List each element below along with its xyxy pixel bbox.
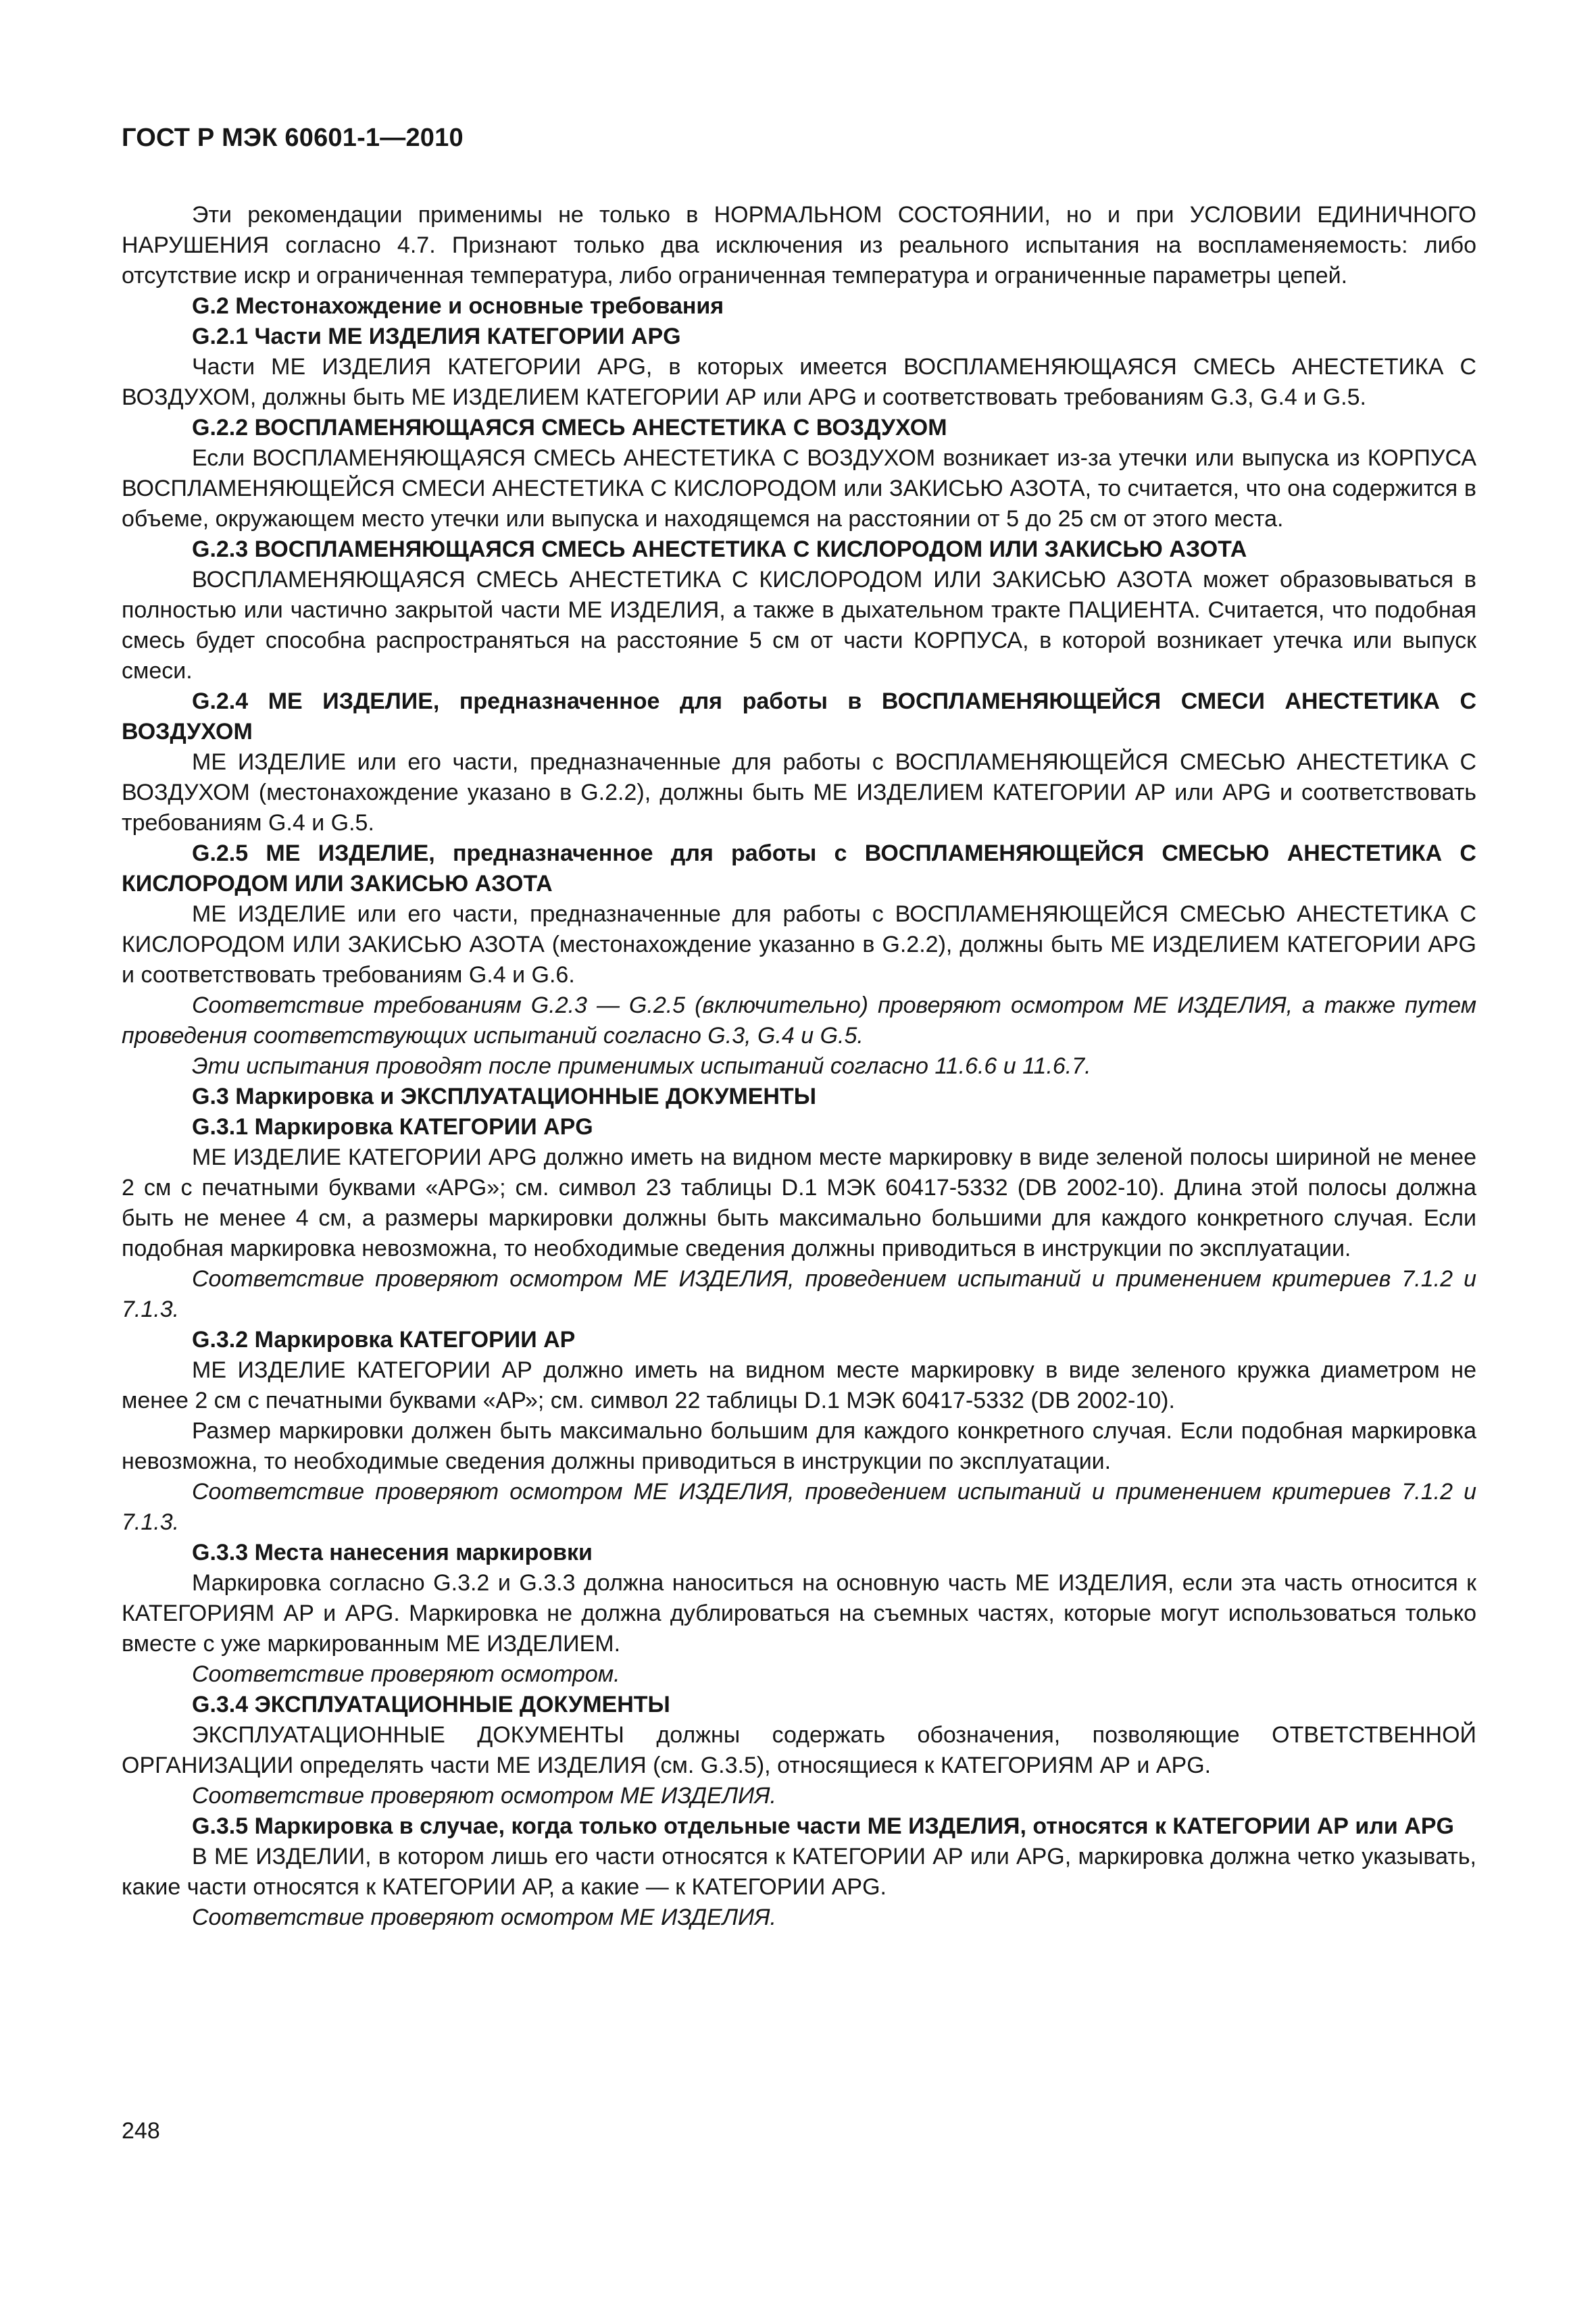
- paragraph: МЕ ИЗДЕЛИЕ или его части, предназначенные для работы с ВОСПЛАМЕНЯЮЩЕЙСЯ СМЕСЬЮ АНЕСТЕТИКА С КИСЛОРОДОМ ИЛИ ЗАКИСЬЮ АЗОТА (местонахождение указанно в G.2.2), должны быть МЕ ИЗДЕЛИЕМ КАТЕГОРИИ APG и соответствовать требованиям G.4 и G.6.: [122, 901, 1476, 988]
- section-heading: G.3.4 ЭКСПЛУАТАЦИОННЫЕ ДОКУМЕНТЫ: [192, 1692, 670, 1717]
- paragraph: Размер маркировки должен быть максимально большим для каждого конкретного случая. Если подобная маркировка невозможна, то необходимые сведения должны приводиться в инструкции по эксплуатации.: [122, 1418, 1476, 1474]
- paragraph: МЕ ИЗДЕЛИЕ или его части, предназначенные для работы с ВОСПЛАМЕНЯЮЩЕЙСЯ СМЕСЬЮ АНЕСТЕТИКА С ВОЗДУХОМ (местонахождение указано в G.2.2), должны быть МЕ ИЗДЕЛИЕМ КАТЕГОРИИ АР или APG и соответствовать требованиям G.4 и G.5.: [122, 749, 1476, 836]
- section-heading: G.2.3 ВОСПЛАМЕНЯЮЩАЯСЯ СМЕСЬ АНЕСТЕТИКА С КИСЛОРОДОМ ИЛИ ЗАКИСЬЮ АЗОТА: [192, 536, 1247, 562]
- section-heading: G.2.1 Части МЕ ИЗДЕЛИЯ КАТЕГОРИИ APG: [192, 324, 681, 349]
- section-heading: G.2.2 ВОСПЛАМЕНЯЮЩАЯСЯ СМЕСЬ АНЕСТЕТИКА С ВОЗДУХОМ: [192, 415, 947, 441]
- paragraph: Эти рекомендации применимы не только в НОРМАЛЬНОМ СОСТОЯНИИ, но и при УСЛОВИИ ЕДИНИЧНОГО НАРУШЕНИЯ согласно 4.7. Признают только два исключения из реального испытания на воспламеняемость: либо отсутствие искр и ограниченная температура, либо ограниченная температура и ограниченные параметры цепей.: [122, 202, 1476, 288]
- section-heading: G.3.3 Места нанесения маркировки: [192, 1540, 593, 1565]
- document-header: ГОСТ Р МЭК 60601-1—2010: [122, 124, 464, 152]
- section-heading: G.2.4 МЕ ИЗДЕЛИЕ, предназначенное для работы в ВОСПЛАМЕНЯЮЩЕЙСЯ СМЕСИ АНЕСТЕТИКА С ВОЗДУХОМ: [122, 688, 1476, 745]
- compliance-note: Эти испытания проводят после применимых испытаний согласно 11.6.6 и 11.6.7.: [192, 1053, 1091, 1079]
- document-body: [122, 200, 1476, 1933]
- paragraph: МЕ ИЗДЕЛИЕ КАТЕГОРИИ APG должно иметь на видном месте маркировку в виде зеленой полосы шириной не менее 2 см с печатными буквами «APG»; см. символ 23 таблицы D.1 МЭК 60417-5332 (DB 2002-10). Длина этой полосы должна быть не менее 4 см, а размеры маркировки должны быть максимально большими для каждого конкретного случая. Если подобная маркировка невозможна, то необходимые сведения должны приводиться в инструкции по эксплуатации.: [122, 1145, 1476, 1261]
- paragraph: ЭКСПЛУАТАЦИОННЫЕ ДОКУМЕНТЫ должны содержать обозначения, позволяющие ОТВЕТСТВЕННОЙ ОРГАНИЗАЦИИ определять части МЕ ИЗДЕЛИЯ (см. G.3.5), относящиеся к КАТЕГОРИЯМ АР и APG.: [122, 1722, 1476, 1778]
- compliance-note: Соответствие требованиям G.2.3 — G.2.5 (включительно) проверяют осмотром МЕ ИЗДЕЛИЯ, а также путем проведения соответствующих испытаний согласно G.3, G.4 и G.5.: [122, 992, 1476, 1049]
- paragraph: Маркировка согласно G.3.2 и G.3.3 должна наноситься на основную часть МЕ ИЗДЕЛИЯ, если эта часть относится к КАТЕГОРИЯМ АР и APG. Маркировка не должна дублироваться на съемных частях, которые могут использоваться только вместе с уже маркированным МЕ ИЗДЕЛИЕМ.: [122, 1570, 1476, 1657]
- paragraph: МЕ ИЗДЕЛИЕ КАТЕГОРИИ АР должно иметь на видном месте маркировку в виде зеленого кружка диаметром не менее 2 см с печатными буквами «АР»; см. символ 22 таблицы D.1 МЭК 60417-5332 (DB 2002-10).: [122, 1357, 1476, 1413]
- compliance-note: Соответствие проверяют осмотром МЕ ИЗДЕЛИЯ, проведением испытаний и применением критериев 7.1.2 и 7.1.3.: [122, 1266, 1476, 1322]
- compliance-note: Соответствие проверяют осмотром.: [192, 1661, 620, 1687]
- section-heading: G.2.5 МЕ ИЗДЕЛИЕ, предназначенное для работы с ВОСПЛАМЕНЯЮЩЕЙСЯ СМЕСЬЮ АНЕСТЕТИКА С КИСЛОРОДОМ ИЛИ ЗАКИСЬЮ АЗОТА: [122, 840, 1476, 897]
- section-heading: G.3.5 Маркировка в случае, когда только отдельные части МЕ ИЗДЕЛИЯ, относятся к КАТЕГОРИИ АР или APG: [192, 1813, 1454, 1839]
- section-heading: G.3.1 Маркировка КАТЕГОРИИ APG: [192, 1114, 593, 1140]
- paragraph: В МЕ ИЗДЕЛИИ, в котором лишь его части относятся к КАТЕГОРИИ АР или APG, маркировка должна четко указывать, какие части относятся к КАТЕГОРИИ АР, а какие — к КАТЕГОРИИ APG.: [122, 1844, 1476, 1900]
- section-heading: G.2 Местонахождение и основные требования: [192, 293, 724, 319]
- paragraph: ВОСПЛАМЕНЯЮЩАЯСЯ СМЕСЬ АНЕСТЕТИКА С КИСЛОРОДОМ ИЛИ ЗАКИСЬЮ АЗОТА может образовываться в полностью или частично закрытой части МЕ ИЗДЕЛИЯ, а также в дыхательном тракте ПАЦИЕНТА. Считается, что подобная смесь будет способна распространяться на расстояние 5 см от части КОРПУСА, в которой возникает утечка или выпуск смеси.: [122, 567, 1476, 684]
- compliance-note: Соответствие проверяют осмотром МЕ ИЗДЕЛИЯ.: [192, 1905, 776, 1930]
- paragraph: Части МЕ ИЗДЕЛИЯ КАТЕГОРИИ APG, в которых имеется ВОСПЛАМЕНЯЮЩАЯСЯ СМЕСЬ АНЕСТЕТИКА С ВОЗДУХОМ, должны быть МЕ ИЗДЕЛИЕМ КАТЕГОРИИ АР или APG и соответствовать требованиям G.3, G.4 и G.5.: [122, 354, 1476, 410]
- paragraph: Если ВОСПЛАМЕНЯЮЩАЯСЯ СМЕСЬ АНЕСТЕТИКА С ВОЗДУХОМ возникает из-за утечки или выпуска из КОРПУСА ВОСПЛАМЕНЯЮЩЕЙСЯ СМЕСИ АНЕСТЕТИКА С КИСЛОРОДОМ или ЗАКИСЬЮ АЗОТА, то считается, что она содержится в объеме, окружающем место утечки или выпуска и находящемся на расстоянии от 5 до 25 см от этого места.: [122, 445, 1476, 532]
- page-number: 248: [122, 2118, 160, 2144]
- section-heading: G.3 Маркировка и ЭКСПЛУАТАЦИОННЫЕ ДОКУМЕНТЫ: [192, 1084, 816, 1109]
- compliance-note: Соответствие проверяют осмотром МЕ ИЗДЕЛИЯ, проведением испытаний и применением критериев 7.1.2 и 7.1.3.: [122, 1479, 1476, 1535]
- section-heading: G.3.2 Маркировка КАТЕГОРИИ АР: [192, 1327, 576, 1353]
- compliance-note: Соответствие проверяют осмотром МЕ ИЗДЕЛИЯ.: [192, 1783, 776, 1809]
